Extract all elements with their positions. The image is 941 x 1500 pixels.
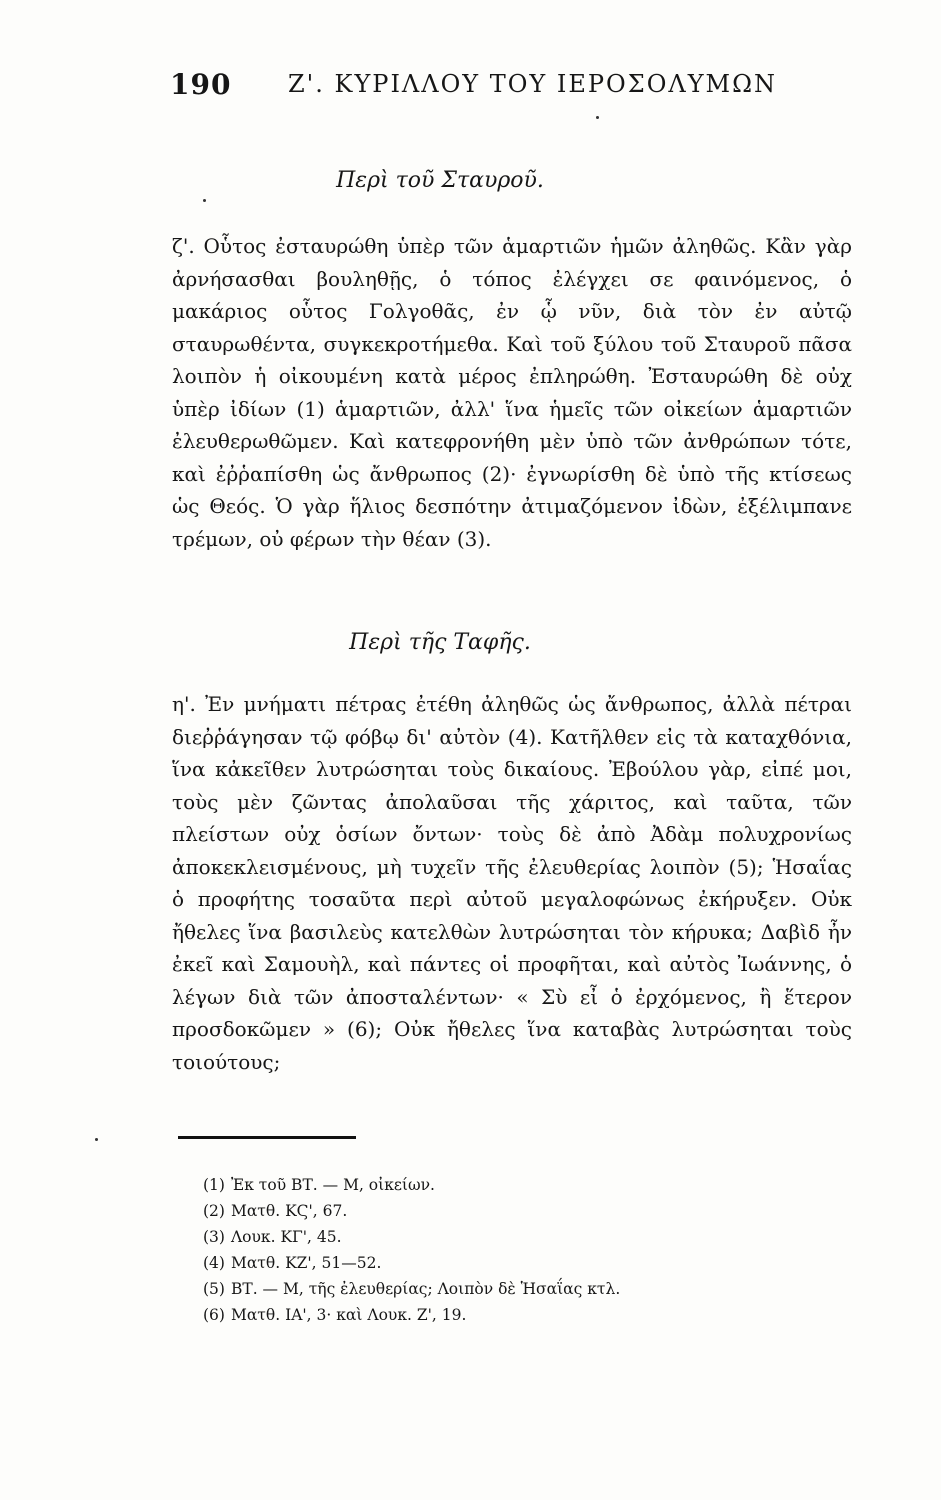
footnote-number: (5) [203, 1280, 225, 1298]
footnote-text: ΒΤ. — Μ, τῆς ἐλευθερίας; Λοιπὸν δὲ Ἡσαΐας κτλ. [230, 1280, 621, 1298]
ink-speck [203, 199, 206, 202]
footnote-number: (2) [203, 1202, 225, 1220]
footnote-text: Ματθ. ΙΑ', 3· καὶ Λουκ. Ζ', 19. [230, 1306, 467, 1324]
paragraph-cross: ζ'. Οὗτος ἐσταυρώθη ὑπὲρ τῶν ἁμαρτιῶν ἡμῶν ἀληθῶς. Κἂν γὰρ ἀρνήσασθαι βουληθῇς, ὁ τόπος ἐλέγχει σε φαινόμενος, ὁ μακάριος οὗτος Γολγοθᾶς, ἐν ᾧ νῦν, διὰ τὸν ἐν αὐτῷ σταυρωθέντα, συγκεκροτήμεθα. Καὶ τοῦ ξύλου τοῦ Σταυροῦ πᾶσα λοιπὸν ἡ οἰκουμένη κατὰ μέρος ἐπληρώθη. Ἐσταυρώθη δὲ οὐχ ὑπὲρ ἰδίων (1) ἁμαρτιῶν, ἀλλ' ἵνα ἡμεῖς τῶν οἰκείων ἁμαρτιῶν ἐλευθερωθῶμεν. Καὶ κατεφρονήθη μὲν ὑπὸ τῶν ἀνθρώπων τότε, καὶ ἐῤῥαπίσθη ὡς ἄνθρωπος (2)· ἐγνωρίσθη δὲ ὑπὸ τῆς κτίσεως ὡς Θεός. Ὁ γὰρ ἥλιος δεσπότην ἀτιμαζόμενον ἰδὼν, ἐξέλιμπανε τρέμων, οὐ φέρων τὴν θέαν (3). [172, 234, 852, 551]
ink-speck [596, 116, 599, 119]
footnote-item [203, 1198, 843, 1224]
section-heading-cross: Περὶ τοῦ Σταυροῦ. [336, 168, 544, 193]
footnote-number: (4) [203, 1254, 225, 1272]
footnote-text: Ματθ. ΚΖ', 51—52. [230, 1254, 382, 1272]
running-head: Z'. ΚΥΡΙΛΛΟΥ ΤΟΥ ΙΕΡΟΣΟΛΥΜΩΝ [288, 70, 778, 98]
footnote-item [203, 1224, 843, 1250]
footnote-number: (1) [203, 1176, 225, 1194]
page-header [170, 68, 778, 108]
footnote-divider [178, 1136, 356, 1139]
footnote-item [203, 1250, 843, 1276]
paragraph-burial: η'. Ἐν μνήματι πέτρας ἐτέθη ἀληθῶς ὡς ἄνθρωπος, ἀλλὰ πέτραι διεῤῥάγησαν τῷ φόβῳ δι' αὐτὸν (4). Κατῆλθεν εἰς τὰ καταχθόνια, ἵνα κἀκεῖθεν λυτρώσηται τοὺς δικαίους. Ἐβούλου γὰρ, εἰπέ μοι, τοὺς μὲν ζῶντας ἀπολαῦσαι τῆς χάριτος, καὶ ταῦτα, τῶν πλείστων οὐχ ὁσίων ὄντων· τοὺς δὲ ἀπὸ Ἀδὰμ πολυχρονίως ἀποκεκλεισμένους, μὴ τυχεῖν τῆς ἐλευθερίας λοιπὸν (5); Ἡσαΐας ὁ προφήτης τοσαῦτα περὶ αὐτοῦ μεγαλοφώνως ἐκήρυξεν. Οὐκ ἤθελες ἵνα βασιλεὺς κατελθὼν λυτρώσηται τὸν κήρυκα; Δαβὶδ ἦν ἐκεῖ καὶ Σαμουὴλ, καὶ πάντες οἱ προφῆται, καὶ αὐτὸς Ἰωάννης, ὁ λέγων διὰ τῶν ἀποσταλέντων· « Σὺ εἶ ὁ ἐρχόμενος, ἢ ἕτερον προσδοκῶμεν » (6); Οὐκ ἤθελες ἵνα καταβὰς λυτρώσηται τοὺς τοιούτους; [172, 692, 852, 1074]
ink-speck [95, 1138, 98, 1141]
footnotes-list [203, 1172, 843, 1328]
footnote-item [203, 1172, 843, 1198]
page-number: 190 [170, 68, 232, 101]
footnote-item [203, 1302, 843, 1328]
footnote-text: Ἐκ τοῦ ΒΤ. — Μ, οἰκείων. [230, 1176, 435, 1194]
footnote-item [203, 1276, 843, 1302]
section-heading-burial: Περὶ τῆς Ταφῆς. [349, 630, 531, 655]
footnote-text: Λουκ. ΚΓ', 45. [230, 1228, 342, 1246]
footnote-number: (6) [203, 1306, 225, 1324]
footnote-text: Ματθ. ΚϚ', 67. [230, 1202, 348, 1220]
footnote-number: (3) [203, 1228, 225, 1246]
